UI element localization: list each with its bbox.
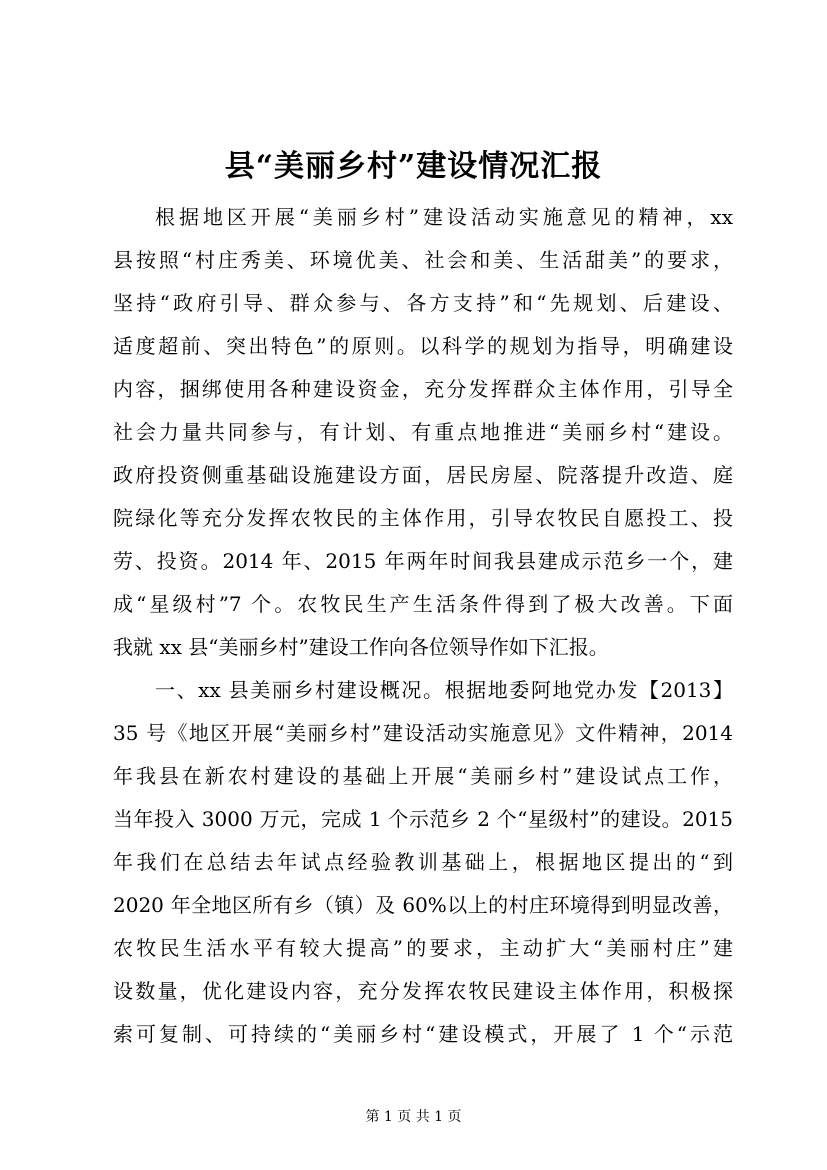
paragraph-line: 政府投资侧重基础设施建设方面，居民房屋、院落提升改造、庭 xyxy=(113,463,733,487)
paragraph-line: 农牧民生活水平有较大提高”的要求，主动扩大“美丽村庄”建 xyxy=(113,936,733,960)
paragraph-line: 院绿化等充分发挥农牧民的主体作用，引导农牧民自愿投工、投 xyxy=(113,506,733,530)
page-footer: 第 1 页 共 1 页 xyxy=(365,1109,462,1125)
paragraph-line: 35 号《地区开展“美丽乡村”建设活动实施意见》文件精神，2014 xyxy=(113,721,733,745)
paragraph-line: 劳、投资。2014 年、2015 年两年时间我县建成示范乡一个，建 xyxy=(113,549,733,573)
paragraph-line: 年我县在新农村建设的基础上开展“美丽乡村”建设试点工作， xyxy=(113,764,733,788)
paragraph-line: 年我们在总结去年试点经验教训基础上，根据地区提出的“到 xyxy=(113,850,733,874)
paragraph-line: 一、xx 县美丽乡村建设概况。根据地委阿地党办发【2013】 xyxy=(155,678,733,702)
paragraph-line: 索可复制、可持续的“美丽乡村“建设模式，开展了 1 个“示范 xyxy=(113,1022,733,1046)
paragraph-line: 成“星级村”7 个。农牧民生产生活条件得到了极大改善。下面 xyxy=(113,592,733,616)
document-title: 县“美丽乡村”建设情况汇报 xyxy=(224,149,603,184)
paragraph-line: 适度超前、突出特色”的原则。以科学的规划为指导，明确建设 xyxy=(113,334,733,358)
paragraph-line: 当年投入 3000 万元，完成 1 个示范乡 2 个“星级村”的建设。2015 xyxy=(113,807,733,831)
paragraph-line: 设数量，优化建设内容，充分发挥农牧民建设主体作用，积极探 xyxy=(113,979,733,1003)
paragraph-line: 2020 年全地区所有乡（镇）及 60%以上的村庄环境得到明显改善， xyxy=(113,893,733,917)
paragraph-line: 县按照“村庄秀美、环境优美、社会和美、生活甜美”的要求， xyxy=(113,248,733,272)
paragraph-line: 内容，捆绑使用各种建设资金，充分发挥群众主体作用，引导全 xyxy=(113,377,733,401)
paragraph-line: 社会力量共同参与，有计划、有重点地推进“美丽乡村“建设。 xyxy=(113,420,733,444)
paragraph-line: 根据地区开展“美丽乡村”建设活动实施意见的精神，xx xyxy=(155,205,733,229)
paragraph-line: 我就 xx 县“美丽乡村”建设工作向各位领导作如下汇报。 xyxy=(113,635,609,659)
paragraph-line: 坚持“政府引导、群众参与、各方支持”和“先规划、后建设、 xyxy=(113,291,733,315)
